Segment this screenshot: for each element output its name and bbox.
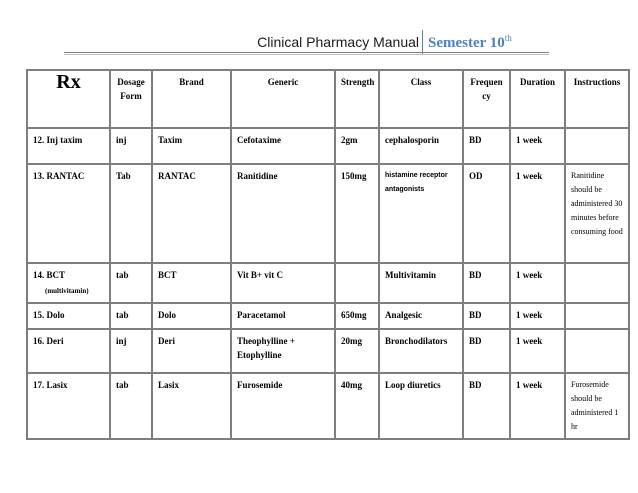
cell-duration: 1 week	[510, 263, 565, 303]
table-row	[27, 164, 629, 263]
cell-rx	[27, 263, 110, 303]
cell-duration: 1 week	[510, 373, 565, 439]
cell-dosage-form: tab	[110, 373, 152, 439]
cell-duration: 1 week	[510, 128, 565, 164]
column-header-strength: Strength	[335, 70, 379, 128]
cell-strength: 40mg	[335, 373, 379, 439]
cell-instructions	[565, 329, 629, 373]
cell-instructions: Ranitidine should be administered 30 minutes before consuming food	[565, 164, 629, 263]
cell-rx: 15. Dolo	[27, 303, 110, 329]
cell-strength: 2gm	[335, 128, 379, 164]
header-rule	[64, 52, 549, 53]
cell-class: Bronchodilators	[379, 329, 463, 373]
cell-instructions	[565, 303, 629, 329]
cell-frequency: OD	[463, 164, 510, 263]
cell-frequency: BD	[463, 373, 510, 439]
cell-rx: 17. Lasix	[27, 373, 110, 439]
column-header-instructions: Instructions	[565, 70, 629, 128]
cell-frequency: BD	[463, 263, 510, 303]
cell-instructions: Furosemide should be administered 1 hr	[565, 373, 629, 439]
cell-class: histamine receptor antagonists	[379, 164, 463, 263]
column-header-brand: Brand	[152, 70, 231, 128]
table-row	[27, 303, 629, 329]
column-header-duration: Duration	[510, 70, 565, 128]
cell-class: cephalosporin	[379, 128, 463, 164]
cell-strength: 20mg	[335, 329, 379, 373]
cell-generic: Theophylline + Etophylline	[231, 329, 335, 373]
cell-brand: Lasix	[152, 373, 231, 439]
cell-brand: Deri	[152, 329, 231, 373]
cell-instructions	[565, 263, 629, 303]
cell-class: Analgesic	[379, 303, 463, 329]
cell-strength: 650mg	[335, 303, 379, 329]
semester-text: Semester 10	[428, 35, 505, 51]
column-header-rx: Rx	[27, 70, 110, 128]
rx-name: 14. BCT	[33, 270, 66, 280]
cell-generic: Vit B+ vit C	[231, 263, 335, 303]
table-header-row	[27, 70, 629, 128]
cell-dosage-form: inj	[110, 128, 152, 164]
cell-duration: 1 week	[510, 303, 565, 329]
page-header	[0, 30, 638, 54]
cell-rx: 13. RANTAC	[27, 164, 110, 263]
column-header-class: Class	[379, 70, 463, 128]
table-row	[27, 373, 629, 439]
cell-brand: RANTAC	[152, 164, 231, 263]
column-header-generic: Generic	[231, 70, 335, 128]
cell-brand: Dolo	[152, 303, 231, 329]
cell-class: Loop diuretics	[379, 373, 463, 439]
cell-strength	[335, 263, 379, 303]
cell-frequency: BD	[463, 128, 510, 164]
cell-dosage-form: Tab	[110, 164, 152, 263]
cell-duration: 1 week	[510, 329, 565, 373]
cell-generic: Cefotaxime	[231, 128, 335, 164]
manual-title: Clinical Pharmacy Manual	[257, 34, 419, 50]
cell-generic: Furosemide	[231, 373, 335, 439]
column-header-frequency: Frequen cy	[463, 70, 510, 128]
rx-subtitle: (multivitamin)	[45, 287, 89, 295]
cell-generic: Paracetamol	[231, 303, 335, 329]
cell-dosage-form: inj	[110, 329, 152, 373]
cell-brand: BCT	[152, 263, 231, 303]
cell-dosage-form: tab	[110, 303, 152, 329]
prescription-table	[26, 69, 630, 440]
table-row	[27, 329, 629, 373]
column-header-dosage-form: Dosage Form	[110, 70, 152, 128]
header-rule-secondary	[64, 54, 549, 55]
semester-label	[428, 33, 512, 52]
cell-instructions	[565, 128, 629, 164]
cell-frequency: BD	[463, 329, 510, 373]
cell-duration: 1 week	[510, 164, 565, 263]
cell-rx: 12. Inj taxim	[27, 128, 110, 164]
cell-strength: 150mg	[335, 164, 379, 263]
cell-brand: Taxim	[152, 128, 231, 164]
cell-frequency: BD	[463, 303, 510, 329]
cell-dosage-form: tab	[110, 263, 152, 303]
cell-class: Multivitamin	[379, 263, 463, 303]
table-row	[27, 128, 629, 164]
table-row	[27, 263, 629, 303]
header-separator	[422, 30, 423, 54]
cell-rx: 16. Deri	[27, 329, 110, 373]
semester-suffix: th	[504, 33, 512, 43]
cell-generic: Ranitidine	[231, 164, 335, 263]
